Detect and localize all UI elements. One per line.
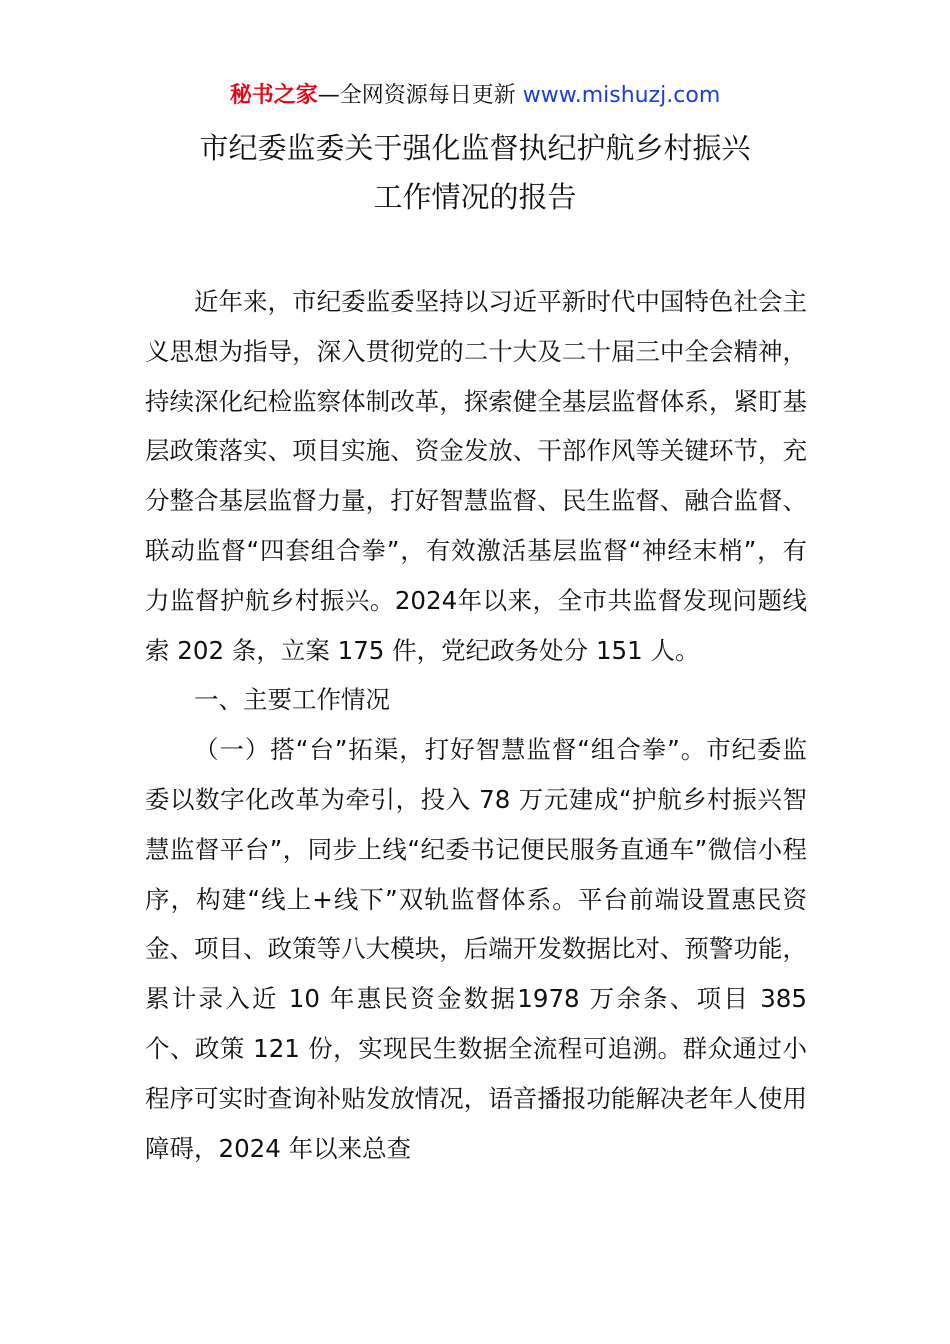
paragraph-smart-supervision: （一）搭“台”拓渠，打好智慧监督“组合拳”。市纪委监委以数字化改革为牵引，投入 78 万元建成“护航乡村振兴智慧监督平台”，同步上线“纪委书记便民服务直通车”微信小程序，构建“线上+线下”双轨监督体系。平台前端设置惠民资金、项目、政策等八大模块，后端开发数据比对、预警功能，累计录入近 10 年惠民资金数据1978 万余条、项目 385 个、政策 121 份，实现民生数据全流程可追溯。群众通过小程序可实时查询补贴发放情况，语音播报功能解决老年人使用障碍，2024 年以来总查	[145, 735, 807, 1163]
banner-separator: —	[317, 83, 340, 108]
section-heading: 一、主要工作情况	[194, 685, 390, 715]
document-title-line-1: 市纪委监委关于强化监督执纪护航乡村振兴	[199, 131, 751, 165]
site-banner	[0, 80, 950, 112]
banner-tagline: 全网资源每日更新	[339, 83, 516, 108]
document-title-line-2: 工作情况的报告	[373, 180, 577, 214]
paragraph-intro: 近年来，市纪委监委坚持以习近平新时代中国特色社会主义思想为指导，深入贯彻党的二十大及二十届三中全会精神，持续深化纪检监察体制改革，探索健全基层监督体系，紧盯基层政策落实、项目实施、资金发放、干部作风等关键环节，充分整合基层监督力量，打好智慧监督、民生监督、融合监督、联动监督“四套组合拳”，有效激活基层监督“神经末梢”，有力监督护航乡村振兴。2024年以来，全市共监督发现问题线索 202 条，立案 175 件，党纪政务处分 151 人。	[145, 287, 807, 665]
brand-name: 秘书之家	[229, 83, 318, 108]
document-body	[145, 277, 807, 1173]
site-url-link[interactable]: www.mishuzj.com	[522, 83, 721, 108]
